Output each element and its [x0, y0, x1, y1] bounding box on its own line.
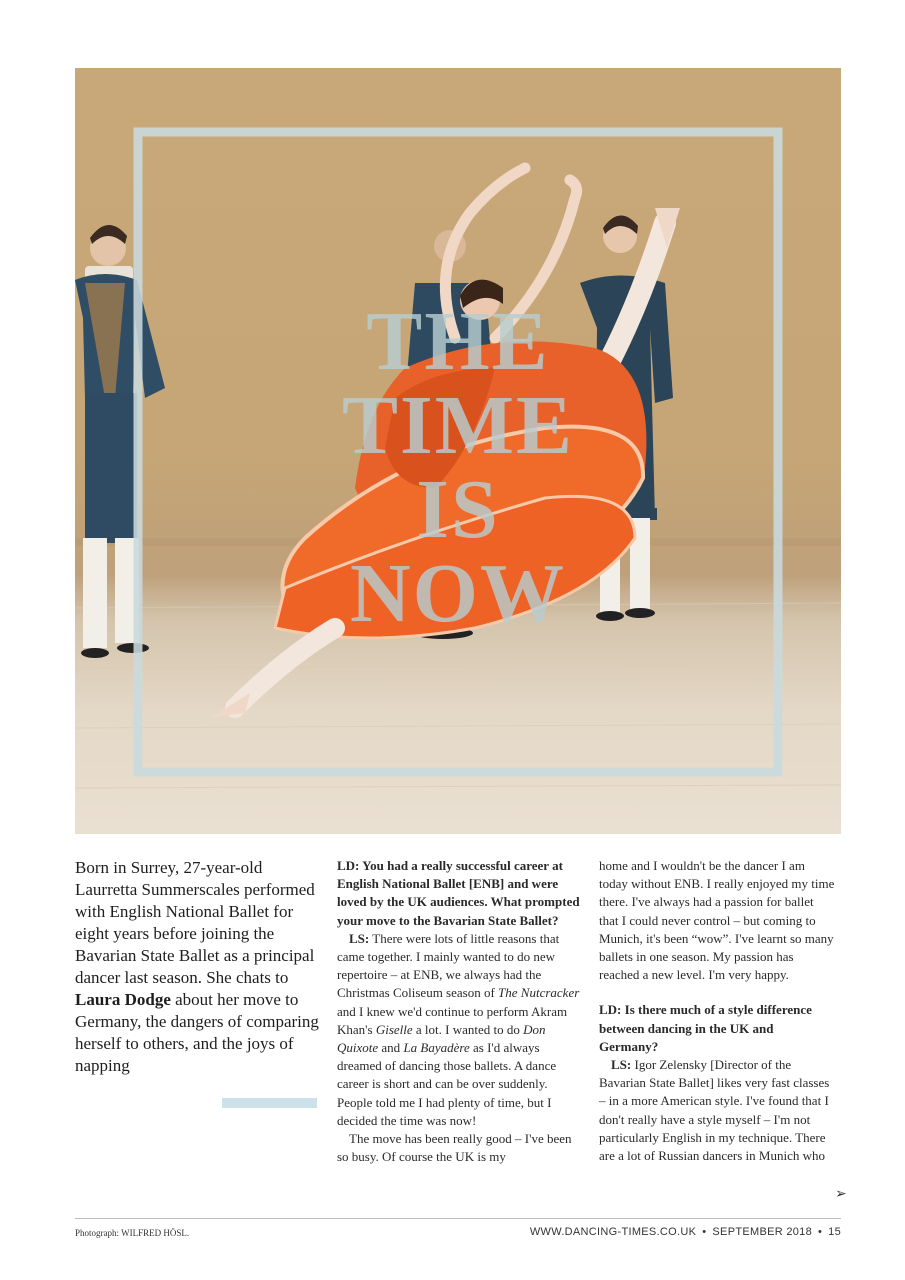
answer-paragraph: The move has been really good – I've been so busy. Of course the UK is my [337, 1131, 572, 1165]
answer-text: and I knew we'd continue to perform Akram Khan's [337, 1003, 568, 1037]
issue-date: SEPTEMBER 2018 [712, 1226, 812, 1238]
answer-text: There were lots of little reasons that came together. I mainly wanted to do new repertoire – at ENB, we always had the Christmas Coliseum season of [337, 930, 560, 1001]
ballet-title: The Nutcracker [498, 985, 580, 1001]
footer-rule [75, 1218, 841, 1219]
page-folio [530, 1226, 841, 1238]
intro-text: about her move to Germany, the dangers of comparing herself to others, and the joys of napping [75, 990, 319, 1075]
decorative-bar [222, 1098, 317, 1108]
continue-arrow-icon: ➢ [835, 1186, 847, 1202]
ballet-title: Giselle [375, 1021, 413, 1037]
author-name: Laura Dodge [75, 990, 171, 1009]
headline-line: NOW [350, 547, 566, 640]
hero-photo [75, 68, 841, 834]
headline-line: IS [416, 463, 500, 556]
overlay-headline [75, 295, 841, 640]
intro-text: Born in Surrey, 27-year-old Laurretta Summerscales performed with English National Ballet for eight years before joining the Bavarian State Ballet as a principal dancer last season. She chats to [75, 858, 315, 987]
speaker-label: LS: [611, 1057, 632, 1073]
ballet-title: Don Quixote [337, 1021, 546, 1056]
answer-text: a lot. I wanted to do [412, 1021, 524, 1037]
answer-text: Igor Zelensky [Director of the Bavarian State Ballet] likes very fast classes – in a more American style. I've found that I don't really have a style myself – I'm not particularly English in my technique. There are a lot of Russian dancers in Munich who [599, 1057, 830, 1164]
page-number: 15 [828, 1226, 841, 1238]
interview-question: LD: Is there much of a style difference between dancing in the UK and Germany? [599, 1002, 812, 1054]
speaker-label: LS: [349, 930, 370, 946]
intro-standfirst [75, 857, 325, 1077]
interview-question: LD: You had a really successful career at English National Ballet [ENB] and were loved by the UK audiences. What prompted your move to the Bavarian State Ballet? [337, 858, 580, 928]
headline-line: TIME [341, 379, 575, 472]
headline-line: THE [366, 295, 550, 388]
answer-text: and [378, 1040, 404, 1056]
separator: • [702, 1226, 707, 1238]
article-column-3 [599, 857, 835, 1165]
article-column-2 [337, 857, 581, 1166]
interview-answer [337, 930, 581, 1130]
answer-paragraph: home and I wouldn't be the dancer I am today without ENB. I really enjoyed my time there. I've always had a passion for ballet that I could never control – but coming to Munich, it's been “wow”. I've learnt so many ballets in one season. My passion has reached a new level. I'm very happy. [599, 858, 835, 983]
answer-text: as I'd always dreamed of dancing those ballets. A dance career is short and can be over suddenly. People told me I had plenty of time, but I decided the time was now! [337, 1040, 557, 1128]
separator: • [818, 1226, 823, 1238]
ballet-title: La Bayadère [403, 1040, 470, 1056]
photo-credit: Photograph: WILFRED HÖSL. [75, 1228, 190, 1238]
website-url: WWW.DANCING-TIMES.CO.UK [529, 1226, 697, 1238]
interview-answer [599, 1056, 835, 1165]
